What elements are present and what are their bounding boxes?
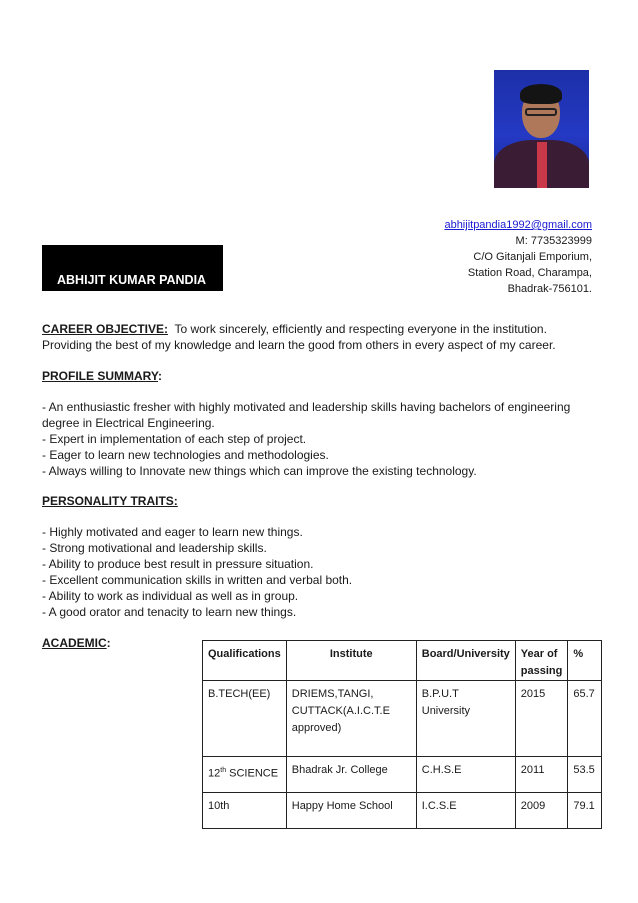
name-banner (42, 245, 223, 291)
academic-heading-line (42, 635, 192, 651)
qualification-cell (203, 681, 287, 757)
trait-item: - Strong motivational and leadership skills. (42, 541, 267, 555)
photo-hair (520, 84, 562, 104)
address-line-2: Station Road, Charampa, (467, 267, 592, 279)
career-objective-section (42, 321, 598, 353)
email-link[interactable]: abhijitpandia1992@gmail.com (444, 219, 592, 231)
profile-summary-list (42, 399, 598, 479)
trait-item: - Highly motivated and eager to learn new things. (42, 525, 303, 539)
trait-item: - Ability to work as individual as well as in group. (42, 589, 299, 603)
address-line-1: C/O Gitanjali Emporium, (473, 251, 592, 263)
qualification-text: B.TECH(EE) (208, 688, 271, 700)
personality-traits-heading-line (42, 493, 598, 509)
board-cell: I.C.S.E (416, 793, 515, 829)
academic-heading: ACADEMIC (42, 636, 107, 650)
percent-cell: 53.5 (568, 757, 602, 793)
academic-table (202, 640, 602, 829)
profile-summary-heading-line (42, 368, 598, 384)
percent-cell: 79.1 (568, 793, 602, 829)
column-header: Year of passing (515, 641, 568, 681)
photo-tie (537, 142, 547, 188)
column-header: % (568, 641, 602, 681)
profile-item: - An enthusiastic fresher with highly motivated and leadership skills having bachelors of engineering degree in Electrical Engineering. (42, 400, 571, 430)
institute-cell: Happy Home School (286, 793, 416, 829)
trait-item: - Ability to produce best result in pressure situation. (42, 557, 314, 571)
institute-cell: Bhadrak Jr. College (286, 757, 416, 793)
column-header: Qualifications (203, 641, 287, 681)
column-header: Board/University (416, 641, 515, 681)
photo-glasses (525, 108, 557, 116)
table-header-row (203, 641, 602, 681)
qualification-text: 12 (208, 767, 221, 780)
career-objective-heading: CAREER OBJECTIVE: (42, 322, 169, 336)
qualification-cell (203, 757, 287, 793)
board-cell: B.P.U.T University (416, 681, 515, 757)
profile-photo (494, 70, 589, 188)
qualification-text: 10th (208, 800, 230, 812)
address-line-3: Bhadrak-756101. (507, 283, 592, 295)
profile-summary-heading: PROFILE SUMMARY (42, 369, 158, 383)
table-row (203, 757, 602, 793)
year-cell: 2015 (515, 681, 568, 757)
profile-summary-colon: : (158, 369, 162, 383)
qualification-text-rest: SCIENCE (226, 767, 279, 780)
profile-item: - Eager to learn new technologies and methodologies. (42, 448, 329, 462)
table-row (203, 793, 602, 829)
column-header: Institute (286, 641, 416, 681)
qualification-cell (203, 793, 287, 829)
personality-traits-heading: PERSONALITY TRAITS: (42, 494, 178, 508)
year-cell: 2011 (515, 757, 568, 793)
trait-item: - Excellent communication skills in written and verbal both. (42, 573, 353, 587)
qualification-superscript: th (220, 767, 227, 774)
board-cell: C.H.S.E (416, 757, 515, 793)
candidate-name: ABHIJIT KUMAR PANDIA (57, 273, 207, 287)
table-row (203, 681, 602, 757)
contact-block (444, 217, 592, 297)
career-objective-text: To work sincerely, efficiently and respecting everyone in the institution. Providing the best of my knowledge and learn the good from others in every aspect of my career. (42, 322, 556, 352)
year-cell: 2009 (515, 793, 568, 829)
phone-number: M: 7735323999 (515, 235, 592, 247)
profile-item: - Always willing to Innovate new things which can improve the existing technology. (42, 464, 477, 478)
institute-cell: DRIEMS,TANGI, CUTTACK(A.I.C.T.E approved) (286, 681, 416, 757)
profile-item: - Expert in implementation of each step of project. (42, 432, 307, 446)
academic-colon: : (106, 636, 111, 650)
percent-cell: 65.7 (568, 681, 602, 757)
personality-traits-list (42, 524, 598, 620)
trait-item: - A good orator and tenacity to learn new things. (42, 605, 297, 619)
